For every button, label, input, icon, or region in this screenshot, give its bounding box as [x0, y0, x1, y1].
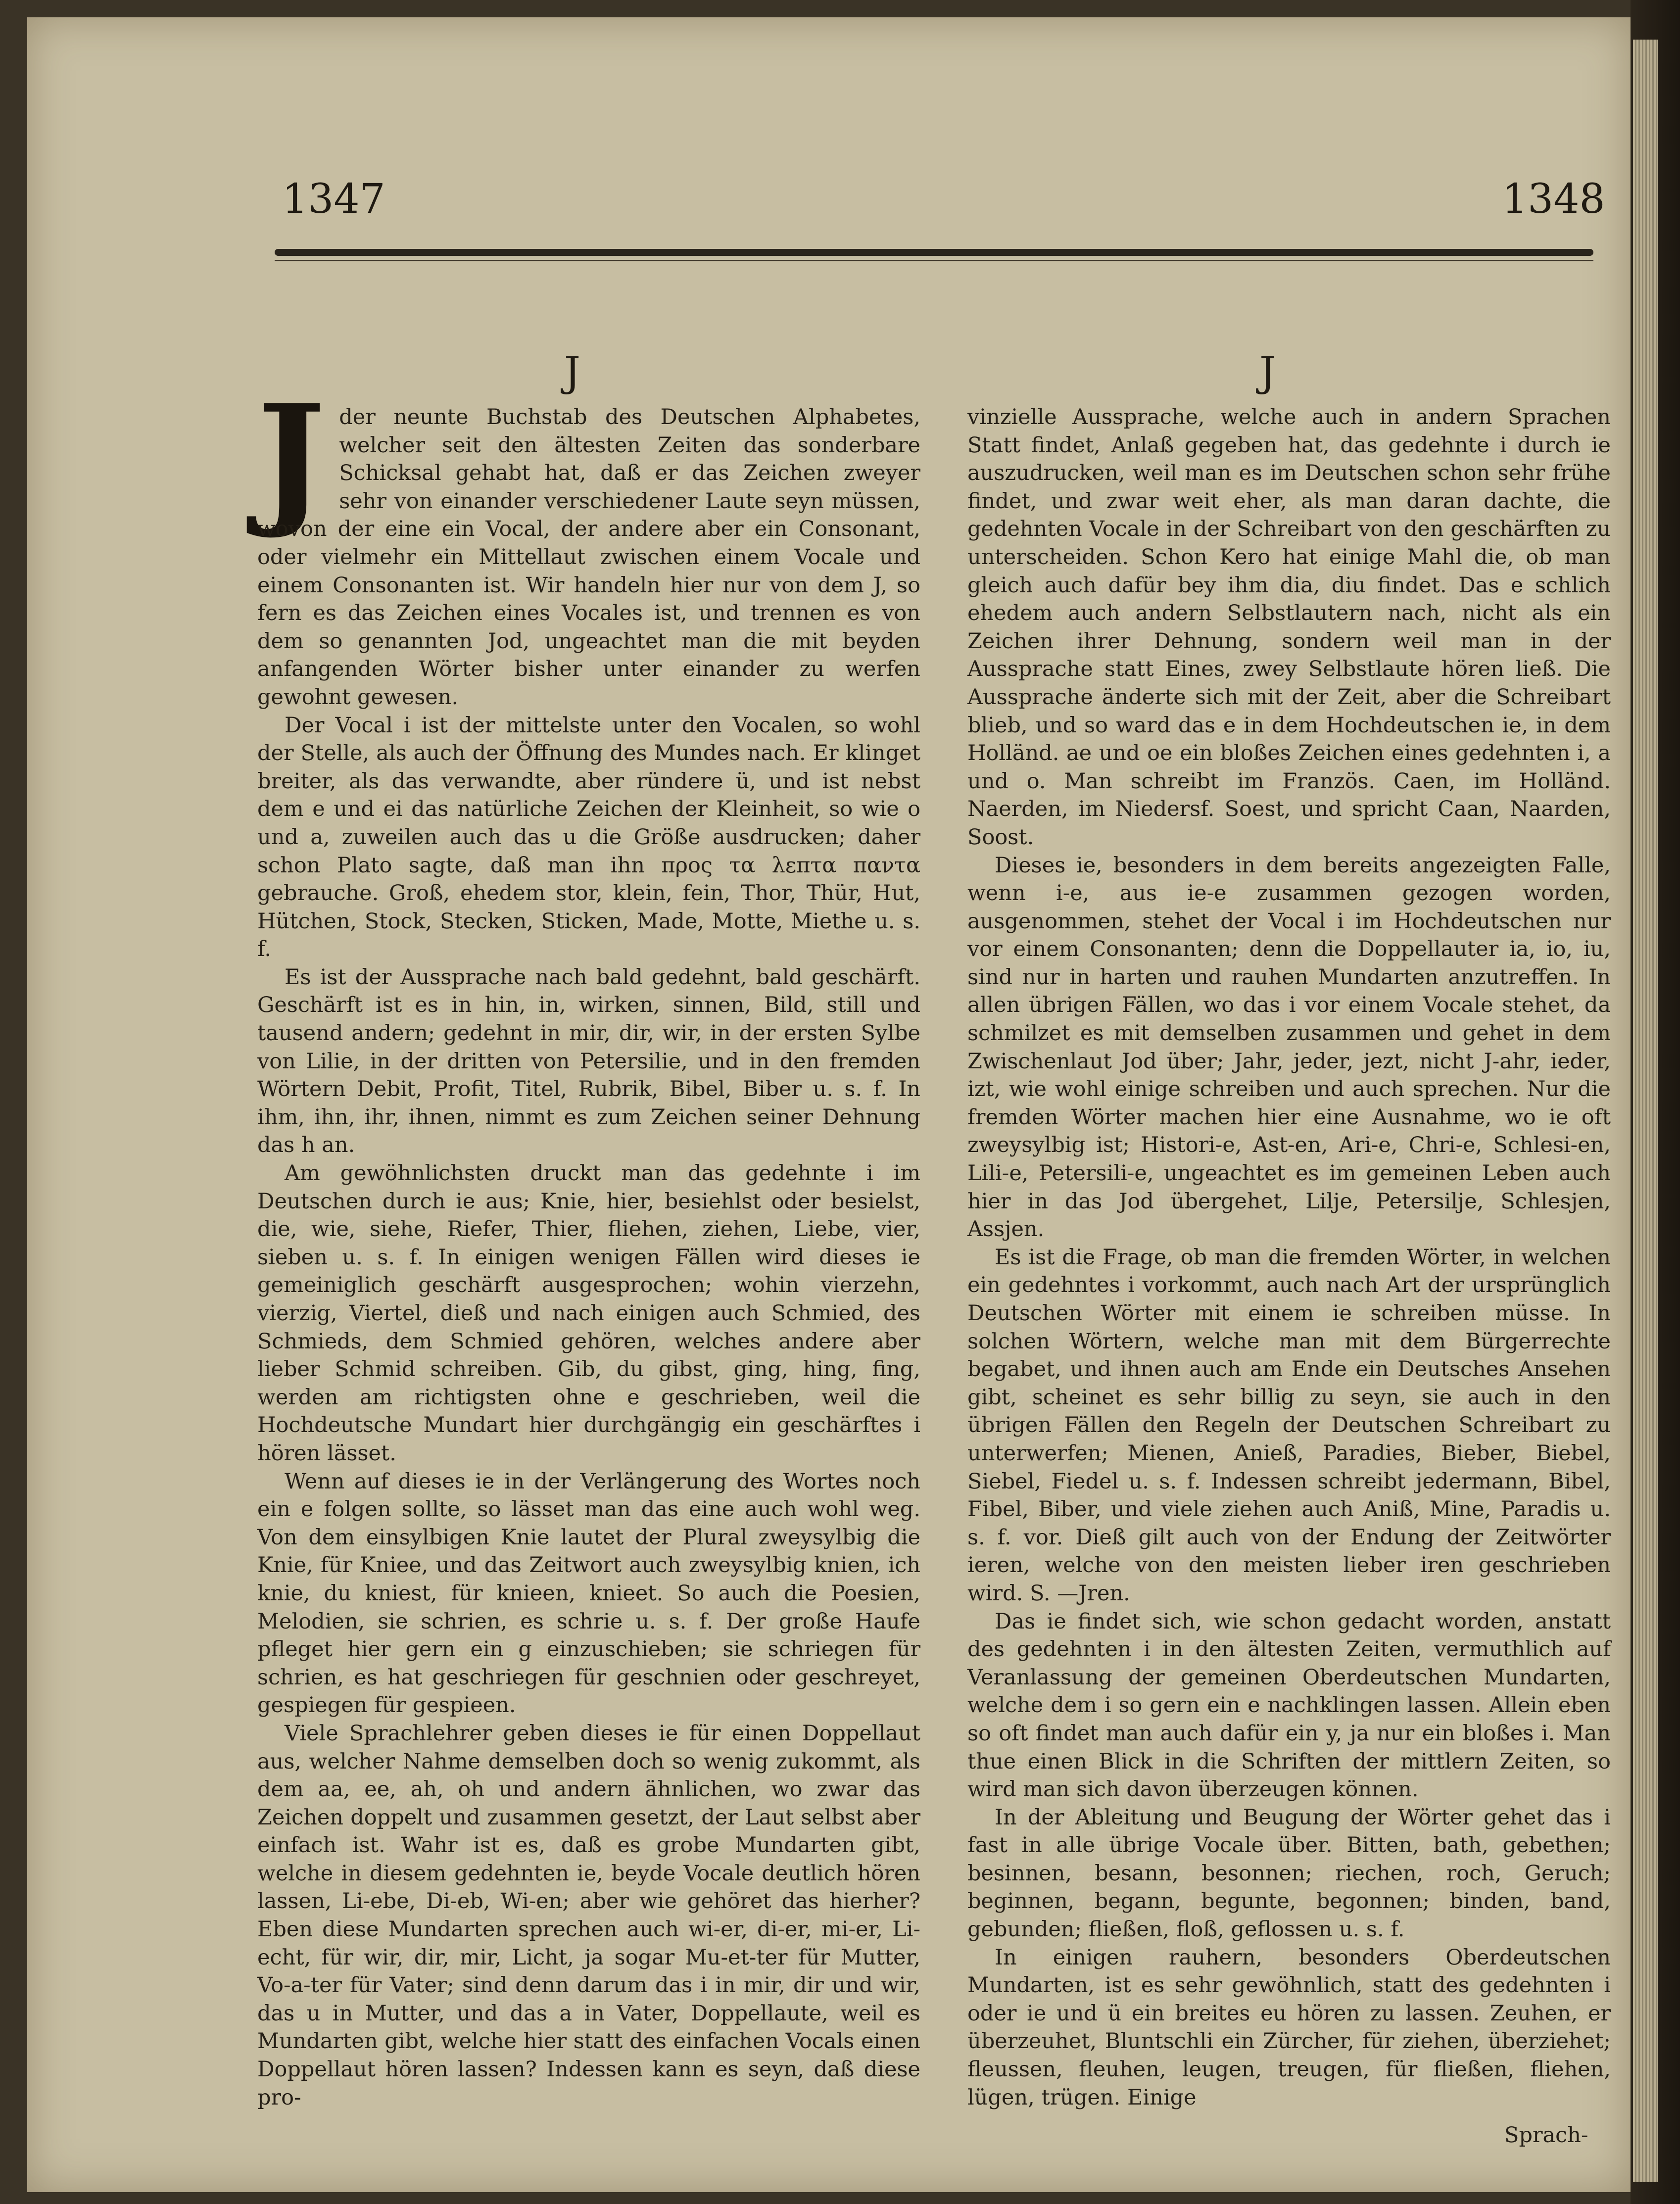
paragraph: Es ist der Aussprache nach bald gedehnt, bald geschärft. Geschärft ist es in hin, in, wirken, sinnen, Bild, still und tausend andern; gedehnt in mir, dir, wir, in der ersten Sylbe von Lilie, in der dritten von Petersilie, und in den fremden Wörtern Debit, Profit, Titel, Rubrik, Bibel, Biber u. s. f. In ihm, ihn, ihr, ihnen, nimmt es zum Zeichen seiner Dehnung das h an. [257, 964, 920, 1158]
page-number-right: 1348 [1502, 176, 1605, 223]
left-column [257, 374, 920, 2111]
header-rule [275, 249, 1593, 256]
right-column [967, 403, 1611, 2111]
page [27, 17, 1631, 2192]
paragraph: Dieses ie, besonders in dem bereits angezeigten Falle, wenn i-e, aus ie-e zusammen gezogen worden, ausgenommen, stehet der Vocal i im Hochdeutschen nur vor einem Consonanten; denn die Doppellauter ia, io, iu, sind nur in harten und rauhen Mundarten anzutreffen. In allen übrigen Fällen, wo das i vor einem Vocale stehet, da schmilzet es mit demselben zusammen und gehet in dem Zwischenlaut Jod über; Jahr, jeder, jezt, nicht J-ahr, ieder, izt, wie wohl einige schreiben und auch sprechen. Nur die fremden Wörter machen hier eine Ausnahme, wo ie oft zweysylbig ist; Histori-e, Ast-en, Ari-e, Chri-e, Schlesi-en, Lili-e, Petersili-e, ungeachtet es im gemeinen Leben auch hier in das Jod übergehet, Lilje, Petersilje, Schlesjen, Assjen. [967, 853, 1611, 1242]
paragraph: vinzielle Aussprache, welche auch in andern Sprachen Statt findet, Anlaß gegeben hat, das gedehnte i durch ie auszudrucken, weil man es im Deutschen schon sehr frühe findet, und zwar weit eher, als man daran dachte, die gedehnten Vocale in der Schreibart von den geschärften zu unterscheiden. Schon Kero hat einige Mahl die, ob man gleich auch dafür bey ihm dia, diu findet. Das e schlich ehedem auch andern Selbstlautern nach, nicht als ein Zeichen ihrer Dehnung, sondern weil man in der Aussprache statt Eines, zwey Selbstlaute hören ließ. Die Aussprache änderte sich mit der Zeit, aber die Schreibart blieb, und so ward das e in dem Hochdeutschen ie, in dem Holländ. ae und oe ein bloßes Zeichen eines gedehnten i, a und o. Man schreibt im Französ. Caen, im Holländ. Naerden, im Niedersf. Soest, und spricht Caan, Naarden, Soost. [967, 405, 1611, 850]
column-heading-left: J [564, 349, 580, 396]
paragraph: Wenn auf dieses ie in der Verlängerung des Wortes noch ein e folgen sollte, so lässet man das eine auch wohl weg. Von dem einsylbigen Knie lautet der Plural zweysylbig die Knie, für Kniee, und das Zeitwort auch zweysylbig knien, ich knie, du kniest, für knieen, knieet. So auch die Poesien, Melodien, sie schrien, es schrie u. s. f. Der große Haufe pfleget hier gern ein g einzuschieben; sie schriegen für schrien, es hat geschriegen für geschnien oder geschreyet, gespiegen für gespieen. [257, 1469, 920, 1718]
paragraph-text: der neunte Buchstab des Deutschen Alphabetes, welcher seit den ältesten Zeiten das sonderbare Schicksal gehabt hat, daß er das Zeichen zweyer sehr von einander verschiedener Laute seyn müssen, wovon der eine ein Vocal, der andere aber ein Consonant, oder vielmehr ein Mittellaut zwischen einem Vocale und einem Consonanten ist. Wir handeln hier nur von dem J, so fern es das Zeichen eines Vocales ist, und trennen es von dem so genannten Jod, ungeachtet man die mit beyden anfangenden Wörter bisher unter einander zu werfen gewohnt gewesen. [257, 405, 920, 710]
paragraph: In einigen rauhern, besonders Oberdeutschen Mundarten, ist es sehr gewöhnlich, statt des gedehnten i oder ie und ü ein breites eu hören zu lassen. Zeuhen, er überzeuhet, Bluntschli ein Zürcher, für ziehen, überziehet; fleussen, fleuhen, leugen, treugen, für fließen, fliehen, lügen, trügen. Einige [967, 1945, 1611, 2110]
paragraph: Es ist die Frage, ob man die fremden Wörter, in welchen ein gedehntes i vorkommt, auch nach Art der ursprünglich Deutschen Wörter mit einem ie schreiben müsse. In solchen Wörtern, welche man mit dem Bürgerrechte begabet, und ihnen auch am Ende ein Deutsches Ansehen gibt, scheinet es sehr billig zu seyn, sie auch in den übrigen Fällen den Regeln der Deutschen Schreibart zu unterwerfen; Mienen, Anieß, Paradies, Bieber, Biebel, Siebel, Fiedel u. s. f. Indessen schreibt jedermann, Bibel, Fibel, Biber, und viele ziehen auch Aniß, Mine, Paradis u. s. f. vor. Dieß gilt auch von der Endung der Zeitwörter ieren, welche von den meisten lieber iren geschrieben wird. S. —Jren. [967, 1245, 1611, 1606]
column-heading-right: J [1259, 349, 1276, 396]
catchword: Sprach- [1504, 2123, 1588, 2148]
page-number-left: 1347 [282, 176, 385, 223]
drop-cap: J [257, 374, 326, 542]
paragraph: Das ie findet sich, wie schon gedacht worden, anstatt des gedehnten i in den ältesten Zeiten, vermuthlich auf Veranlassung der gemeinen Oberdeutschen Mundarten, welche dem i so gern ein e nachklingen lassen. Allein eben so oft findet man auch dafür ein y, ja nur ein bloßes i. Man thue einen Blick in die Schriften der mittlern Zeiten, so wird man sich davon überzeugen können. [967, 1609, 1611, 1802]
paragraph: Viele Sprachlehrer geben dieses ie für einen Doppellaut aus, welcher Nahme demselben doch so wenig zukommt, als dem aa, ee, ah, oh und andern ähnlichen, wo zwar das Zeichen doppelt und zusammen gesetzt, der Laut selbst aber einfach ist. Wahr ist es, daß es grobe Mundarten gibt, welche in diesem gedehnten ie, beyde Vocale deutlich hören lassen, Li-ebe, Di-eb, Wi-en; aber wie gehöret das hierher? Eben diese Mundarten sprechen auch wi-er, di-er, mi-er, Li-echt, für wir, dir, mir, Licht, ja sogar Mu-et-ter für Mutter, Vo-a-ter für Vater; sind denn darum das i in mir, dir und wir, das u in Mutter, und das a in Vater, Doppellaute, weil es Mundarten gibt, welche hier statt des einfachen Vocals einen Doppellaut hören lassen? Indessen kann es seyn, daß diese pro- [257, 1721, 920, 2110]
page-edges [1633, 40, 1658, 2182]
paragraph [257, 374, 920, 712]
paragraph: In der Ableitung und Beugung der Wörter gehet das i fast in alle übrige Vocale über. Bitten, bath, gebethen; besinnen, besann, besonnen; riechen, roch, Geruch; beginnen, begann, begunte, begonnen; binden, band, gebunden; fließen, floß, geflossen u. s. f. [967, 1805, 1611, 1942]
paragraph: Der Vocal i ist der mittelste unter den Vocalen, so wohl der Stelle, als auch der Öffnung des Mundes nach. Er klinget breiter, als das verwandte, aber ründere ü, und ist nebst dem e und ei das natürliche Zeichen der Kleinheit, so wie o und a, zuweilen auch das u die Größe ausdrucken; daher schon Plato sagte, daß man ihn προς τα λεπτα παντα gebrauche. Groß, ehedem stor, klein, fein, Thor, Thür, Hut, Hütchen, Stock, Stecken, Sticken, Made, Motte, Miethe u. s. f. [257, 713, 920, 962]
header-rule-thin [275, 260, 1593, 261]
paragraph: Am gewöhnlichsten druckt man das gedehnte i im Deutschen durch ie aus; Knie, hier, besiehlst oder besielst, die, wie, siehe, Riefer, Thier, fliehen, ziehen, Liebe, vier, sieben u. s. f. In einigen wenigen Fällen wird dieses ie gemeiniglich geschärft ausgesprochen; wohin vierzehn, vierzig, Viertel, dieß und nach einigen auch Schmied, des Schmieds, dem Schmied gehören, welches andere aber lieber Schmid schreiben. Gib, du gibst, ging, hing, fing, werden am richtigsten ohne e geschrieben, weil die Hochdeutsche Mundart hier durchgängig ein geschärftes i hören lässet. [257, 1161, 920, 1466]
